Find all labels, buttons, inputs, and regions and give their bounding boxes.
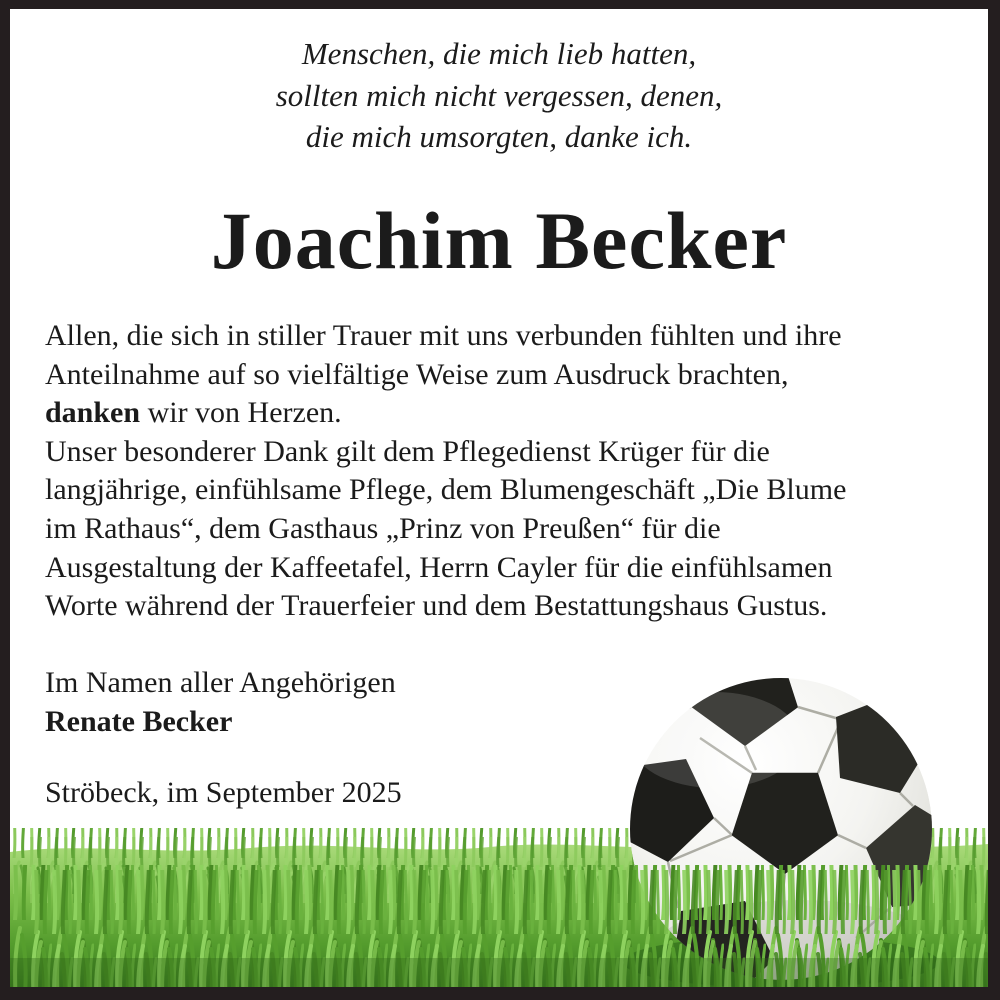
body-line-8: Worte während der Trauerfeier und dem Bestattungshaus Gustus. bbox=[45, 589, 828, 623]
thank-you-text bbox=[45, 317, 846, 626]
body-line-7: Ausgestaltung der Kaffeetafel, Herrn Cayler für die einfühlsamen bbox=[45, 550, 833, 584]
epigraph bbox=[10, 33, 988, 158]
obituary-sheet bbox=[10, 9, 988, 987]
deceased-name: Joachim Becker bbox=[210, 195, 788, 286]
body-line-6: im Rathaus“, dem Gasthaus „Prinz von Preußen“ für die bbox=[45, 511, 721, 545]
soccer-ball-grass-photo bbox=[10, 660, 988, 987]
body-line-5: langjährige, einfühlsame Pflege, dem Blumengeschäft „Die Blume bbox=[45, 473, 847, 507]
epigraph-line-1: Menschen, die mich lieb hatten, bbox=[301, 36, 697, 71]
body-line-1: Allen, die sich in stiller Trauer mit uns verbunden fühlten und ihre bbox=[45, 319, 842, 352]
place-date: Ströbeck, im September 2025 bbox=[45, 776, 402, 809]
signature-name: Renate Becker bbox=[45, 704, 233, 738]
body-line-2: Anteilnahme auf so vielfältige Weise zum Ausdruck brachten, bbox=[45, 357, 789, 391]
epigraph-line-3: die mich umsorgten, danke ich. bbox=[305, 119, 693, 154]
body-line-3 bbox=[45, 394, 846, 433]
body-line-4: Unser besonderer Dank gilt dem Pflegedienst Krüger für die bbox=[45, 434, 770, 468]
danken-bold-word: danken bbox=[45, 396, 141, 430]
in-name-of-line: Im Namen aller Angehörigen bbox=[45, 666, 396, 699]
body-line-3-rest: wir von Herzen. bbox=[140, 396, 342, 430]
epigraph-line-2: sollten mich nicht vergessen, denen, bbox=[275, 77, 723, 113]
